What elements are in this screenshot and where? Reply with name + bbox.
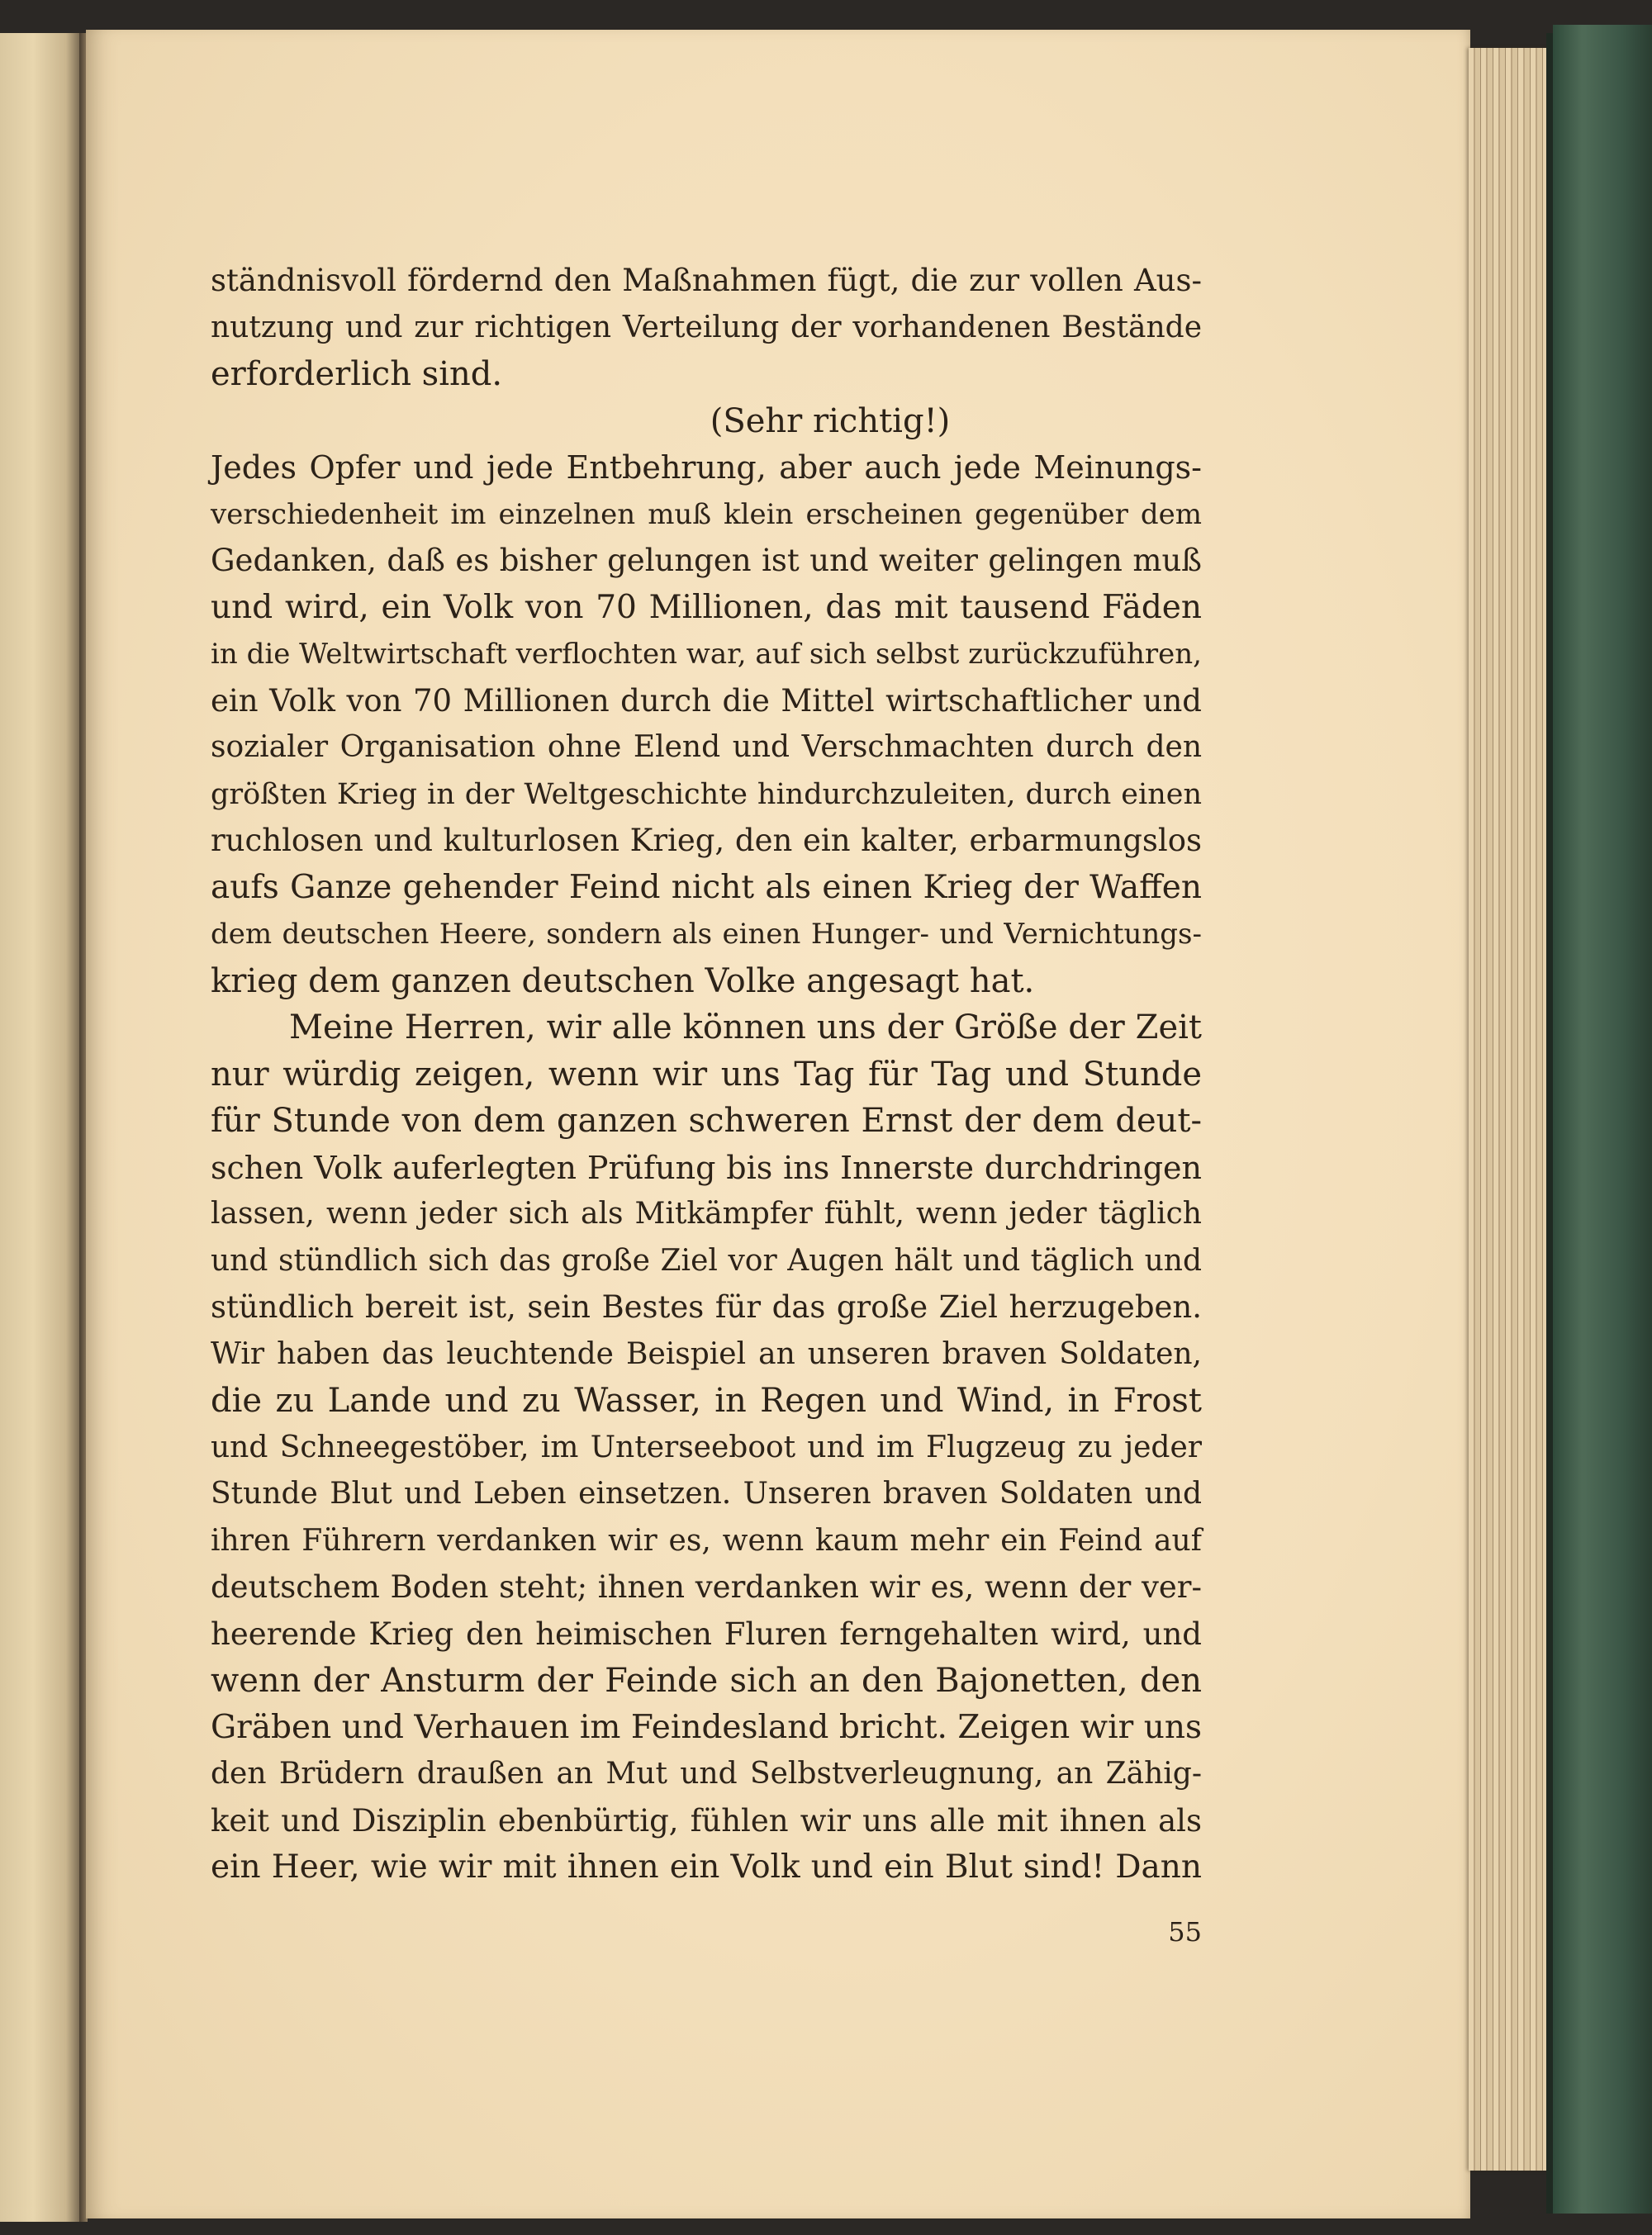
text-line: Gedanken, daß es bisher gelungen ist und weiter gelingen muß (211, 543, 1202, 578)
text-line: Wir haben das leuchtende Beispiel an unseren braven Soldaten, (211, 1336, 1202, 1371)
text-line: Stunde Blut und Leben einsetzen. Unseren braven Soldaten und (211, 1477, 1202, 1511)
text-line: die zu Lande und zu Wasser, in Regen und Wind, in Frost (211, 1382, 1202, 1420)
text-line: ein Volk von 70 Millionen durch die Mittel wirtschaftlicher und (211, 682, 1202, 719)
text-line: ständnisvoll fördernd den Maßnahmen fügt, die zur vollen Aus- (211, 263, 1202, 298)
text-line: den Brüdern draußen an Mut und Selbstverleugnung, an Zähig- (211, 1757, 1202, 1791)
text-line: und Schneegestöber, im Unterseeboot und im Flugzeug zu jeder (211, 1430, 1202, 1464)
text-line: Jedes Opfer und jede Entbehrung, aber auch jede Meinungs- (211, 449, 1202, 486)
text-line: deutschem Boden steht; ihnen verdanken wir es, wenn der ver- (211, 1569, 1202, 1605)
text-line: in die Weltwirtschaft verflochten war, auf sich selbst zurückzuführen, (211, 638, 1202, 671)
text-line: wenn der Ansturm der Feinde sich an den Bajonetten, den (211, 1662, 1202, 1700)
text-line: und wird, ein Volk von 70 Millionen, das mit tausend Fäden (211, 588, 1202, 626)
text-line: lassen, wenn jeder sich als Mitkämpfer fühlt, wenn jeder täglich (211, 1197, 1202, 1231)
text-line: ruchlosen und kulturlosen Krieg, den ein kalter, erbarmungslos (211, 823, 1202, 858)
text-line: größten Krieg in der Weltgeschichte hindurchzuleiten, durch einen (211, 777, 1202, 811)
interjection: (Sehr richtig!) (710, 401, 951, 440)
text-line: Meine Herren, wir alle können uns der Größe der Zeit (289, 1008, 1202, 1046)
text-line: schen Volk auferlegten Prüfung bis ins Innerste durchdringen (211, 1149, 1202, 1186)
text-line: ihren Führern verdanken wir es, wenn kaum mehr ein Feind auf (211, 1523, 1202, 1558)
text-line: nur würdig zeigen, wenn wir uns Tag für Tag und Stunde (211, 1055, 1202, 1094)
text-line: verschiedenheit im einzelnen muß klein erscheinen gegenüber dem (211, 497, 1202, 531)
text-line: für Stunde von dem ganzen schweren Ernst der dem deut- (211, 1102, 1202, 1140)
text-line: dem deutschen Heere, sondern als einen Hunger- und Vernichtungs- (211, 918, 1202, 951)
text-line: nutzung und zur richtigen Verteilung der vorhandenen Bestände (211, 310, 1202, 344)
text-line: ein Heer, wie wir mit ihnen ein Volk und ein Blut sind! Dann (211, 1848, 1202, 1886)
text-line: krieg dem ganzen deutschen Volke angesagt hat. (211, 961, 1035, 1000)
text-line: und stündlich sich das große Ziel vor Augen hält und täglich und (211, 1243, 1202, 1278)
text-line: stündlich bereit ist, sein Bestes für das große Ziel herzugeben. (211, 1289, 1202, 1325)
text-line: heerende Krieg den heimischen Fluren ferngehalten wird, und (211, 1616, 1202, 1652)
text-line: aufs Ganze gehender Feind nicht als einen Krieg der Waffen (211, 868, 1202, 906)
book-cover (1553, 25, 1652, 2214)
text-line: sozialer Organisation ohne Elend und Verschmachten durch den (211, 730, 1202, 764)
page-number: 55 (1168, 1916, 1202, 1948)
text-line: Gräben und Verhauen im Feindesland bricht. Zeigen wir uns (211, 1708, 1202, 1746)
text-line: erforderlich sind. (211, 355, 503, 393)
text-line: keit und Disziplin ebenbürtig, fühlen wir uns alle mit ihnen als (211, 1802, 1202, 1839)
body-text (211, 258, 1202, 1891)
facing-page-edge (0, 33, 83, 2222)
